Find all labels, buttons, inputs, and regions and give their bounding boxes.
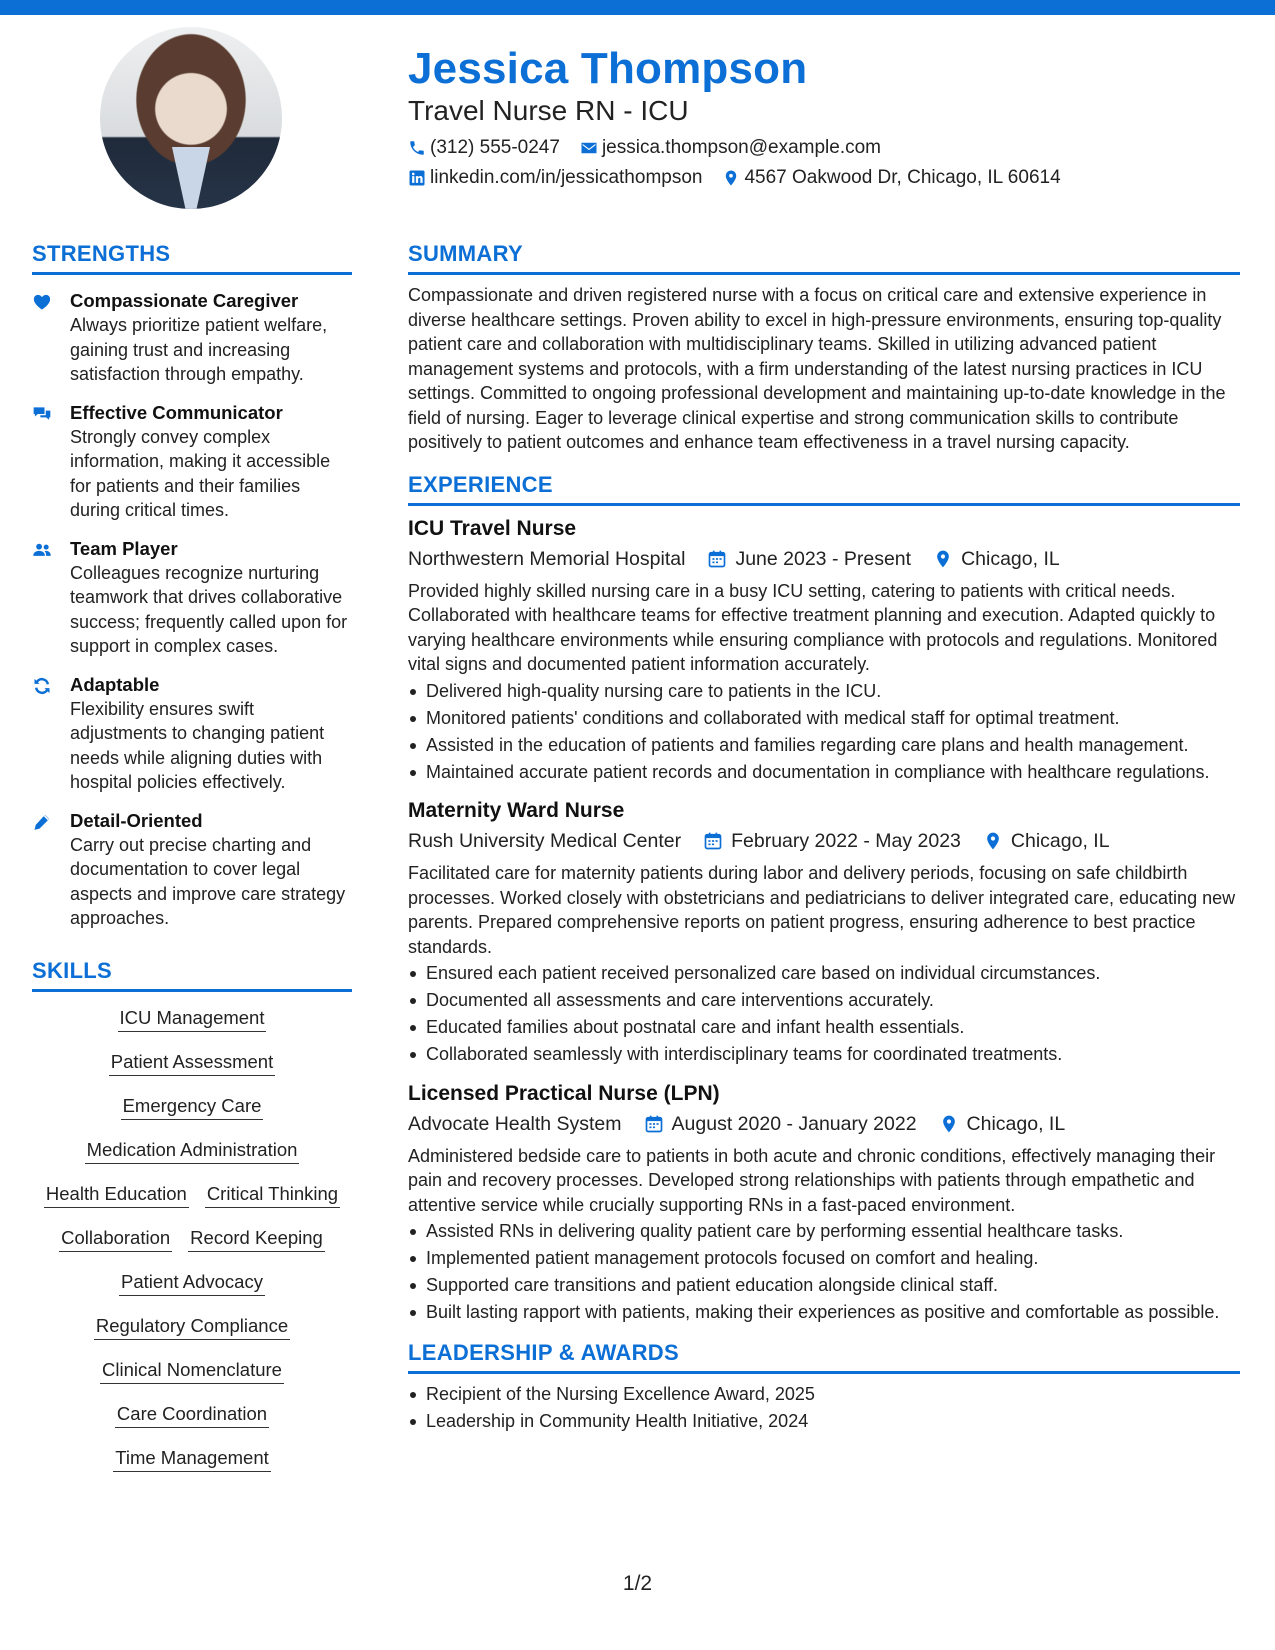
address-text: 4567 Oakwood Dr, Chicago, IL 60614	[744, 167, 1061, 188]
strength-title: Team Player	[70, 537, 178, 559]
skill-tag: Care Coordination	[115, 1402, 269, 1428]
experience-heading: EXPERIENCE	[408, 471, 1240, 506]
strength-item	[32, 401, 352, 523]
job-bullets	[408, 679, 1240, 785]
left-column	[32, 240, 352, 1490]
top-accent-bar	[0, 0, 1275, 15]
strength-title: Detail-Oriented	[70, 809, 203, 831]
skill-tag: ICU Management	[118, 1006, 267, 1032]
strengths-heading: STRENGTHS	[32, 240, 352, 275]
list-item: Built lasting rapport with patients, making their experiences as positive and comfortable as possible.	[408, 1300, 1240, 1325]
strength-item	[32, 289, 352, 387]
job-dates	[644, 1109, 917, 1139]
job-location	[939, 1109, 1066, 1139]
strength-title: Adaptable	[70, 673, 160, 695]
leadership-heading: LEADERSHIP & AWARDS	[408, 1339, 1240, 1374]
job-location-text: Chicago, IL	[1010, 830, 1110, 852]
job-bullets	[408, 1219, 1240, 1325]
map-pin-icon	[939, 1114, 959, 1134]
contact-row-2	[408, 166, 1248, 190]
job-employer: Advocate Health System	[408, 1112, 622, 1135]
skill-tag: Time Management	[113, 1446, 271, 1472]
skill-tag: Medication Administration	[85, 1138, 300, 1164]
list-item: Assisted RNs in delivering quality patient care by performing essential healthcare tasks.	[408, 1219, 1240, 1244]
heart-icon	[32, 289, 70, 387]
strength-title: Compassionate Caregiver	[70, 290, 299, 311]
strength-desc: Flexibility ensures swift adjustments to changing patient needs while aligning duties with hospital policies effectively.	[70, 698, 325, 792]
job-dates	[707, 544, 911, 574]
job-entry	[408, 796, 1240, 1067]
list-item: Ensured each patient received personalized care based on individual circumstances.	[408, 961, 1240, 986]
list-item: Delivered high-quality nursing care to patients in the ICU.	[408, 679, 1240, 704]
skill-tag: Emergency Care	[121, 1094, 264, 1120]
phone-text: (312) 555-0247	[430, 137, 560, 158]
job-title: Maternity Ward Nurse	[408, 799, 625, 822]
job-dates-text: February 2022 - May 2023	[731, 830, 961, 852]
skills-list	[32, 1006, 352, 1472]
calendar-icon	[707, 549, 727, 569]
linkedin-icon	[408, 169, 426, 187]
list-item: Maintained accurate patient records and documentation in compliance with healthcare regulations.	[408, 760, 1240, 785]
envelope-icon	[580, 139, 598, 157]
skill-tag: Clinical Nomenclature	[100, 1358, 284, 1384]
job-title: Licensed Practical Nurse (LPN)	[408, 1081, 720, 1105]
map-pin-icon	[722, 169, 740, 187]
comments-icon	[32, 401, 70, 523]
candidate-name: Jessica Thompson	[408, 44, 808, 93]
job-description: Provided highly skilled nursing care in a busy ICU setting, catering to patients with critical needs. Collaborated with healthcare teams for effective treatment planning and execution. Adapted quickly to varying healthcare environments while ensuring compliance with protocols and regulations. Monitored vital signs and documented patient information accurately.	[408, 580, 1218, 674]
phone-contact	[408, 137, 560, 159]
skill-tag: Patient Advocacy	[119, 1270, 265, 1296]
resume-header	[408, 40, 1248, 190]
pencil-icon	[32, 809, 70, 931]
job-dates	[703, 826, 961, 856]
phone-icon	[408, 139, 426, 157]
skills-heading: SKILLS	[32, 957, 352, 992]
email-text[interactable]: jessica.thompson@example.com	[601, 137, 882, 158]
job-dates-text: August 2020 - January 2022	[671, 1112, 917, 1135]
job-location-text: Chicago, IL	[966, 1112, 1066, 1135]
address-contact	[722, 167, 1060, 189]
list-item: Leadership in Community Health Initiative, 2024	[408, 1409, 1240, 1434]
users-icon	[32, 537, 70, 659]
summary-text: Compassionate and driven registered nurse with a focus on critical care and extensive experience in diverse healthcare settings. Proven ability to excel in high-pressure environments, ensuring top-quality patient care and collaboration with multidisciplinary teams. Skilled in utilizing advanced patient management systems and protocols, with a firm understanding of the latest nursing practices in ICU settings. Committed to ongoing professional development and maintaining up-to-date knowledge in the field of nursing. Eager to leverage clinical expertise and strong communication skills to contribute positively to patient outcomes and enhance team effectiveness in a travel nursing capacity.	[408, 285, 1226, 452]
skill-tag: Patient Assessment	[109, 1050, 275, 1076]
linkedin-contact[interactable]	[408, 167, 702, 189]
profile-photo	[100, 27, 282, 209]
skill-tag: Collaboration	[59, 1226, 172, 1252]
page-number: 1/2	[622, 1572, 653, 1595]
job-meta	[408, 544, 1240, 574]
calendar-icon	[644, 1114, 664, 1134]
strength-desc: Colleagues recognize nurturing teamwork that drives collaborative success; frequently called upon for support in complex cases.	[70, 562, 348, 656]
job-location	[983, 826, 1110, 856]
strength-title: Effective Communicator	[70, 401, 283, 423]
summary-heading: SUMMARY	[408, 240, 1240, 275]
strength-desc: Always prioritize patient welfare, gaining trust and increasing satisfaction through empathy.	[70, 315, 328, 384]
list-item: Implemented patient management protocols focused on comfort and healing.	[408, 1246, 1240, 1271]
linkedin-text[interactable]: linkedin.com/in/jessicathompson	[430, 167, 703, 188]
strength-item	[32, 537, 352, 659]
job-location	[933, 544, 1060, 574]
contact-row-1	[408, 136, 1248, 160]
email-contact[interactable]	[580, 137, 881, 159]
map-pin-icon	[933, 549, 953, 569]
job-employer: Northwestern Memorial Hospital	[408, 547, 686, 570]
job-entry	[408, 1079, 1240, 1325]
list-item: Monitored patients' conditions and collaborated with medical staff for optimal treatment.	[408, 706, 1240, 731]
sync-icon	[32, 673, 70, 795]
list-item: Educated families about postnatal care and infant health essentials.	[408, 1015, 1240, 1040]
job-employer: Rush University Medical Center	[408, 830, 682, 852]
list-item: Collaborated seamlessly with interdisciplinary teams for coordinated treatments.	[408, 1042, 1240, 1067]
job-description: Facilitated care for maternity patients during labor and delivery periods, focusing on safe childbirth processes. Worked closely with obstetricians and pediatricians to deliver integrated care, educating new parents. Prepared comprehensive reports on patient progress, ensuring adherence to best practice standards.	[408, 863, 1236, 957]
skill-tag: Health Education	[44, 1182, 189, 1208]
skill-tag: Record Keeping	[188, 1226, 325, 1252]
job-location-text: Chicago, IL	[961, 547, 1060, 570]
strength-desc: Strongly convey complex information, making it accessible for patients and their families during critical times.	[70, 426, 331, 520]
list-item: Documented all assessments and care interventions accurately.	[408, 988, 1240, 1013]
job-meta	[408, 826, 1240, 856]
right-column	[408, 240, 1240, 1436]
candidate-role: Travel Nurse RN - ICU	[408, 95, 689, 126]
job-title: ICU Travel Nurse	[408, 516, 577, 540]
strength-item	[32, 673, 352, 795]
job-entry	[408, 514, 1240, 785]
job-dates-text: June 2023 - Present	[735, 547, 912, 570]
strength-item	[32, 809, 352, 931]
job-meta	[408, 1109, 1240, 1139]
list-item: Assisted in the education of patients and families regarding care plans and health management.	[408, 733, 1240, 758]
list-item: Supported care transitions and patient education alongside clinical staff.	[408, 1273, 1240, 1298]
leadership-list	[408, 1382, 1240, 1434]
calendar-icon	[703, 831, 723, 851]
skill-tag: Regulatory Compliance	[94, 1314, 290, 1340]
list-item: Recipient of the Nursing Excellence Award, 2025	[408, 1382, 1240, 1407]
strength-desc: Carry out precise charting and documentation to cover legal aspects and improve care strategy approaches.	[70, 834, 346, 928]
job-description: Administered bedside care to patients in both acute and chronic conditions, effectively managing their pain and recovery processes. Developed strong relationships with patients through empathetic and attentive service while crucially supporting RNs in a fast-paced environment.	[408, 1145, 1216, 1215]
map-pin-icon	[983, 831, 1003, 851]
skill-tag: Critical Thinking	[205, 1182, 340, 1208]
job-bullets	[408, 961, 1240, 1067]
